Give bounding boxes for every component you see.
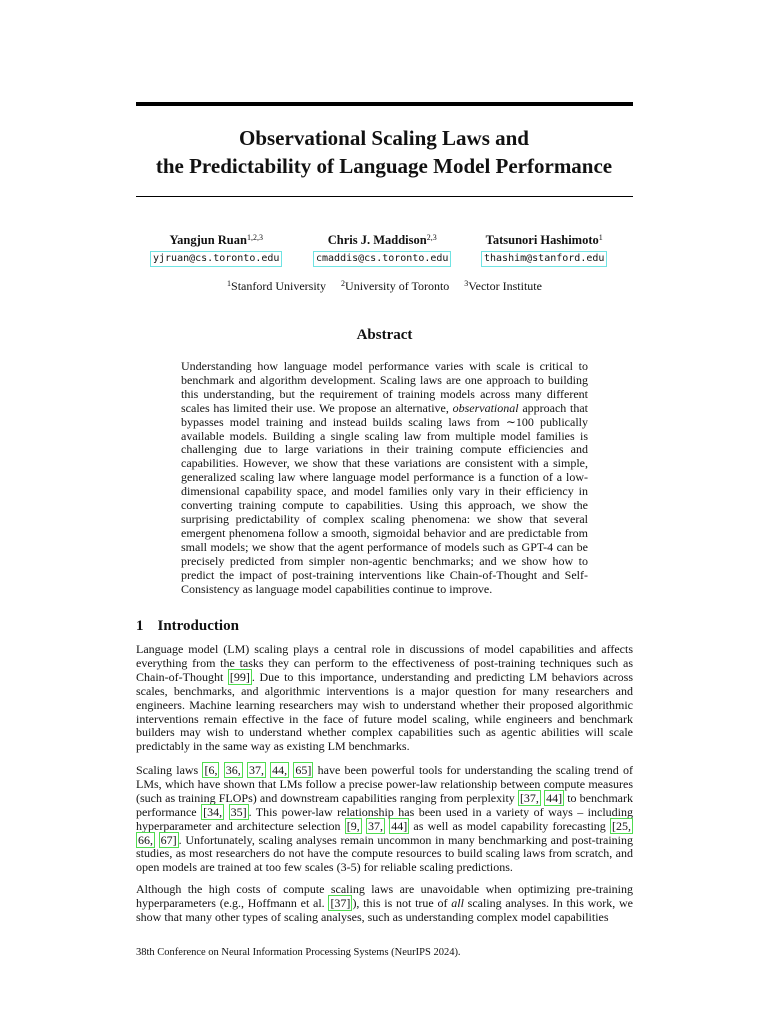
author-email-link[interactable]: yjruan@cs.toronto.edu [150,251,282,267]
title-bottom-rule [136,196,633,197]
citation-link[interactable]: 44] [546,790,563,805]
author-affil-sup: 1 [598,233,603,242]
author-2 [313,230,451,267]
citation-link[interactable]: 37, [248,763,264,777]
citation-link[interactable]: 44, [272,763,288,777]
citation-link[interactable]: 37, [367,818,383,833]
author-affil-sup: 1,2,3 [246,233,263,242]
affiliations [136,276,633,294]
citation-link[interactable]: 36, [225,763,241,777]
title-line-2: the Predictability of Language Model Performance [155,154,613,178]
citation-link[interactable]: 65] [295,763,312,777]
citation-link[interactable]: [34, [203,804,223,819]
title-line-1: Observational Scaling Laws and [239,126,529,150]
citation-link[interactable]: [9, [346,818,360,833]
citation-link[interactable]: [37] [330,895,351,910]
citation-link[interactable]: [37, [519,790,539,805]
intro-paragraph-1: Language model (LM) scaling plays a central role in discussions of model capabilities and affects everything from the tasks they can perform to the effectiveness of post-training techniques such as Chain-of-Thought [99] . Due to this importance, understanding and predicting LM behaviors across scales, benchmarks, and algorithmic interventions is a major question for many researchers and engineers. Machine learning researchers may wish to understand whether their proposed algorithmic interventions remain effective in the face of future model scaling, while engineers and benchmark builders may wish to understand whether complex capabilities such as agentic abilities will scale predictably in the same way as existing LM benchmarks. [136,642,633,754]
citation-link[interactable]: 44] [391,818,408,833]
citation-link[interactable]: 35] [230,804,247,819]
abstract-heading: Abstract [356,327,413,343]
intro-paragraph-2: Scaling laws [6, 36, 37, 44, 65] have been powerful tools for understanding the scaling trend of LMs, which have shown that LMs follow a precise power-law relationship between compute measures (such as training FLOPs) and downstream capabilities ranging from perplexity [37, 44] to benchmark performance [34, 35] . This power-law relationship has been used in a variety of ways – including hyperparameter and architecture selection [9, 37, 44] as well as model capability forecasting [25, 66, 67] . Unfortunately, scaling analyses remain uncommon in many benchmarking and post-training studies, as most researchers do not have the compute resources to build scaling laws from scratch, and open models are trained at too few scales (3-5) for reliable scaling predictions. [136,763,633,875]
intro-paragraph-3: Although the high costs of compute scaling laws are unavoidable when optimizing pre-training hyperparameters (e.g., Hoffmann et al. [37] ), this is not true of all scaling analyses. In this work, we show that many other types of scaling analyses, such as understanding complex model capabilities [136,882,634,924]
citation-link[interactable]: [6, [204,763,218,777]
citation-link[interactable]: [25, [612,818,631,833]
affiliation-2: $^2$University of Toronto [341,279,450,293]
affiliation-3: $^3$Vector Institute [464,279,542,293]
author-email-link[interactable]: thashim@stanford.edu [481,251,607,267]
abstract-text: Understanding how language model performance varies with scale is critical to benchmark and algorithm development. Scaling laws are one approach to building this understanding, but the requirement of training models across many different scales has limited their use. We propose an alternative, observational approach that bypasses model training and instead builds scaling laws from ∼100 publically available models. Building a single scaling law from multiple model families is challenging due to large variations in their training compute efficiencies and capabilities. However, we show that these variations are consistent with a simple, generalized scaling law where language model performance is a function of a low-dimensional capability space, and model families only vary in their efficiency in converting training compute to capabilities. Using this approach, we show the surprising predictability of complex scaling phenomena: we show that several emergent phenomena follow a smooth, sigmoidal behavior and are predictable from small models; we show that the agent performance of models such as GPT-4 can be precisely predicted from simpler non-agentic benchmarks; and we show how to predict the impact of post-training interventions like Chain-of-Thought and Self-Consistency as language model capabilities continue to improve. [181,359,589,596]
conference-footnote: 38th Conference on Neural Information Processing Systems (NeurIPS 2024). [136,947,461,958]
author-1 [150,230,282,267]
author-3 [481,230,607,267]
title-top-rule [136,102,633,106]
citation-link[interactable]: 67] [160,832,177,847]
author-email-link[interactable]: cmaddis@cs.toronto.edu [313,251,451,267]
section-title: Introduction [157,618,239,634]
paper-title [120,124,648,180]
author-name: Yangjun Ruan [169,233,247,247]
section-heading-introduction [136,618,239,635]
author-name: Tatsunori Hashimoto [485,233,599,247]
author-block [136,230,633,270]
section-number: 1 [136,618,144,634]
citation-link[interactable]: [99] [229,669,250,684]
author-affil-sup: 2,3 [426,233,437,242]
citation-link[interactable]: 66, [138,832,153,847]
author-name: Chris J. Maddison [327,233,427,247]
affiliation-1: $^1$Stanford University [227,279,327,293]
